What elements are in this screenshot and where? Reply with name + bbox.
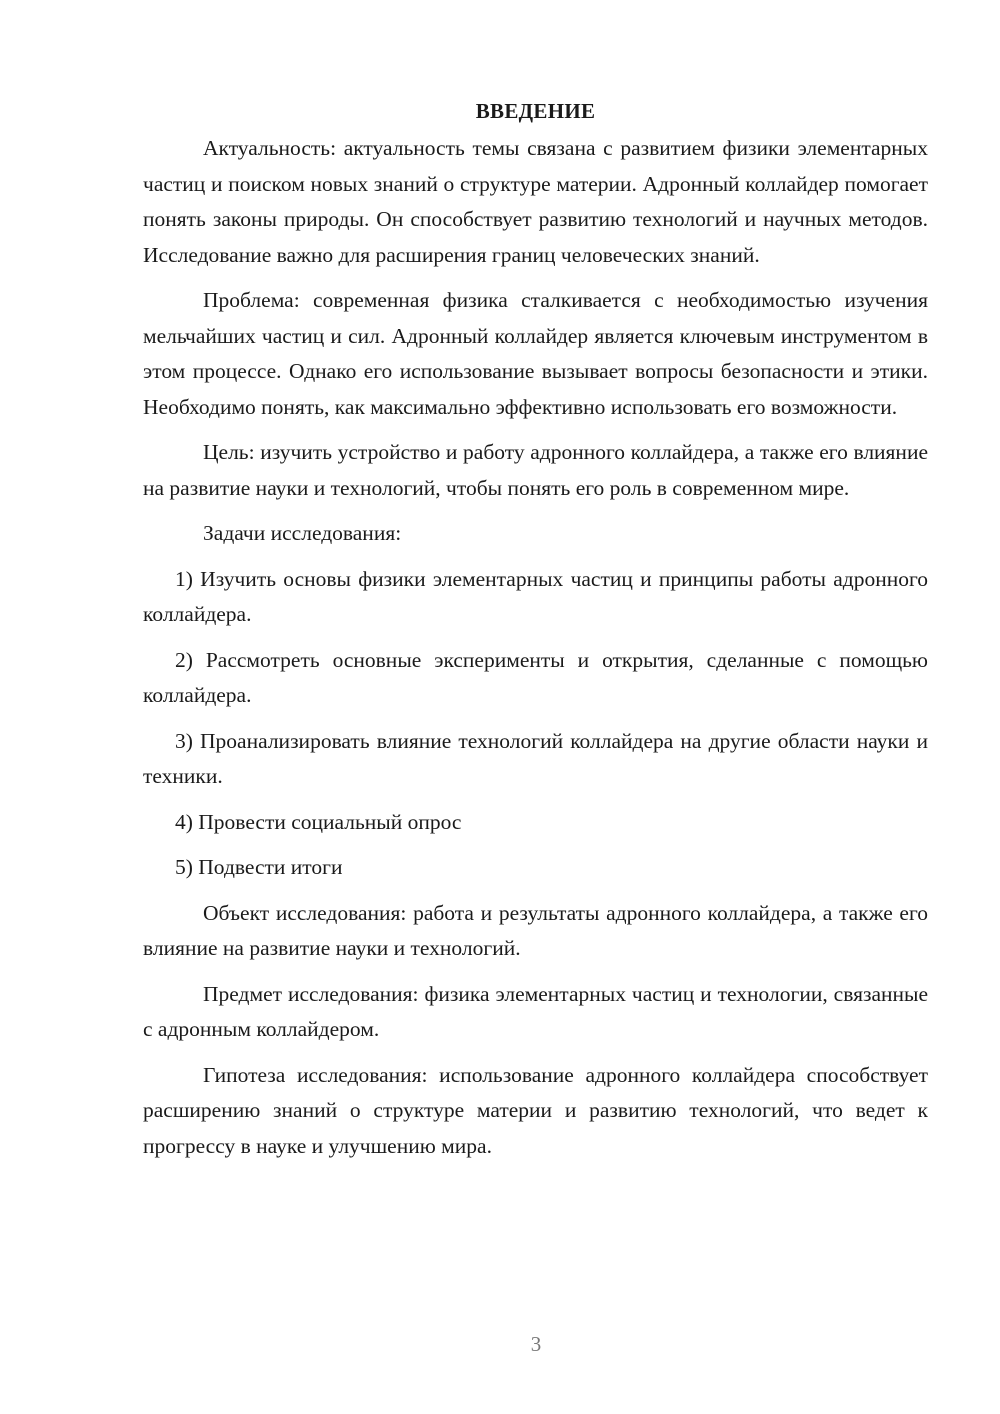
task-item-4: 4) Провести социальный опрос: [175, 809, 462, 834]
task-item-5: 5) Подвести итоги: [175, 855, 343, 879]
paragraph-goal: Цель: изучить устройство и работу адронного коллайдера, а также его влияние на развитие науки и технологий, чтобы понять его роль в современном мире.: [143, 440, 928, 500]
document-page: [143, 96, 928, 1174]
paragraph-problem: Проблема: современная физика сталкивается с необходимостью изучения мельчайших частиц и сил. Адронный коллайдер является ключевым инструментом в этом процессе. Однако его использование вызывает вопросы безопасности и этики. Необходимо понять, как максимально эффективно использовать его возможности.: [143, 288, 928, 419]
paragraph-object: Объект исследования: работа и результаты адронного коллайдера, а также его влияние на развитие науки и технологий.: [143, 900, 928, 960]
paragraph-hypothesis: Гипотеза исследования: использование адронного коллайдера способствует расширению знаний о структуре материи и развитию технологий, что ведет к прогрессу в науке и улучшению мира.: [143, 1062, 928, 1158]
section-heading: ВВЕДЕНИЕ: [475, 99, 596, 123]
page-number: 3: [530, 1332, 542, 1356]
paragraph-tasks-title: Задачи исследования:: [203, 521, 402, 545]
paragraph-subject: Предмет исследования: физика элементарных частиц и технологии, связанные с адронным коллайдером.: [143, 981, 928, 1041]
task-item-3: 3) Проанализировать влияние технологий коллайдера на другие области науки и техники.: [143, 728, 928, 788]
task-item-1: 1) Изучить основы физики элементарных частиц и принципы работы адронного коллайдера.: [143, 566, 928, 626]
paragraph-relevance: Актуальность: актуальность темы связана с развитием физики элементарных частиц и поиском новых знаний о структуре материи. Адронный коллайдер помогает понять законы природы. Он способствует развитию технологий и научных методов. Исследование важно для расширения границ человеческих знаний.: [143, 136, 928, 267]
task-item-2: 2) Рассмотреть основные эксперименты и открытия, сделанные с помощью коллайдера.: [143, 647, 928, 707]
